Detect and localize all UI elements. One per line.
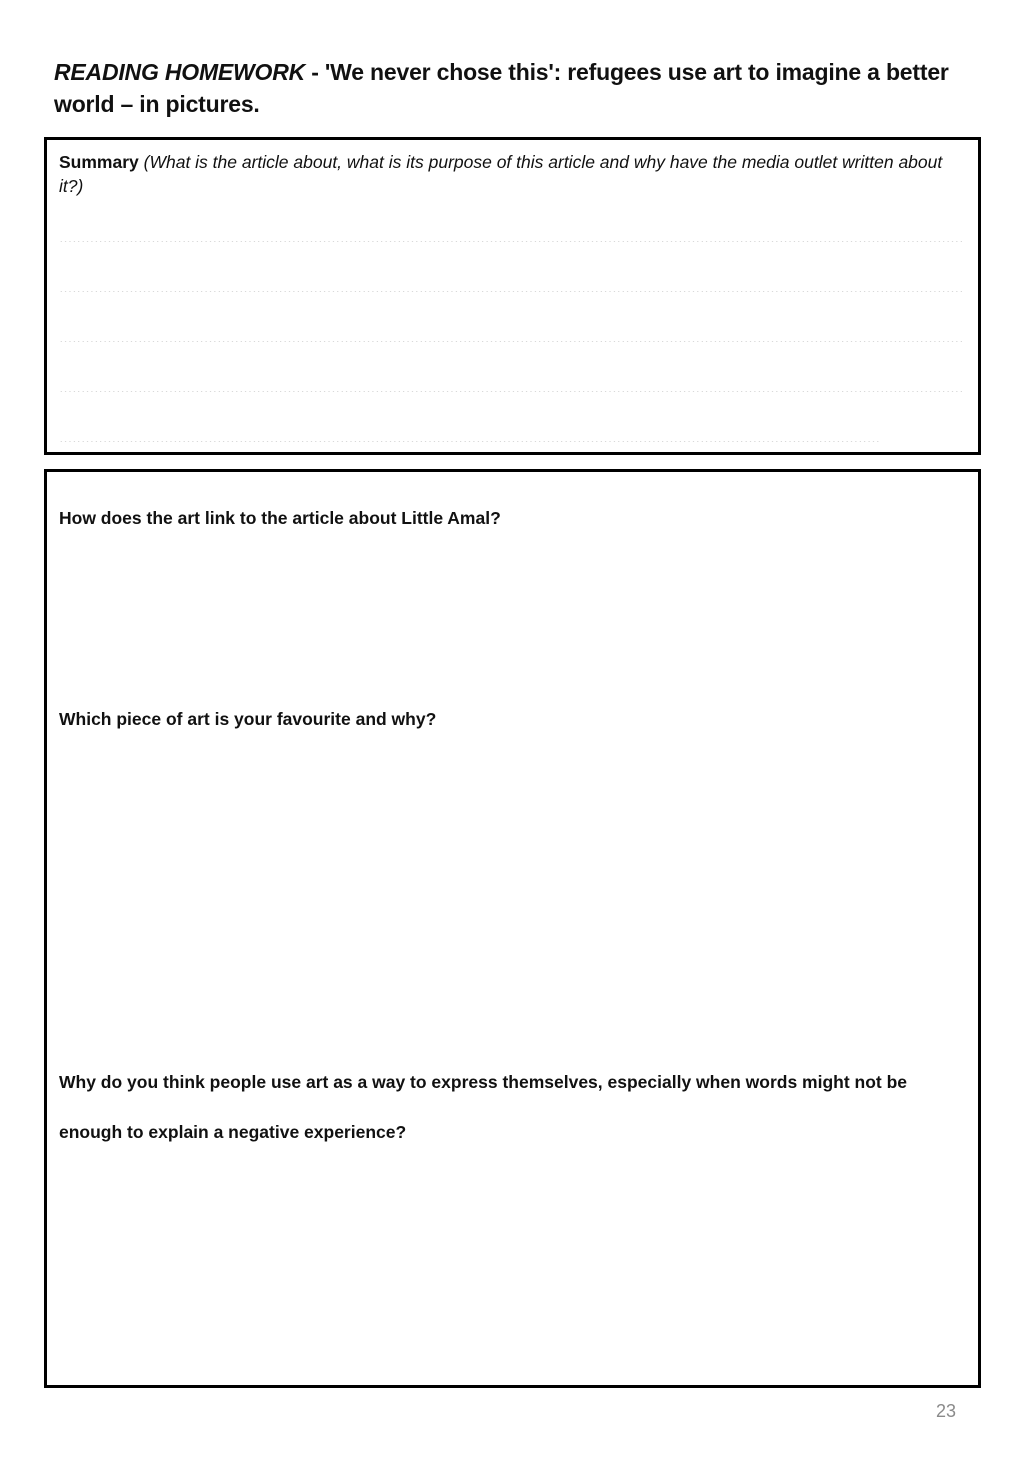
summary-answer-line-3[interactable] [59,332,963,342]
question-favourite-art: Which piece of art is your favourite and why? [59,709,437,729]
answer-line[interactable] [59,1265,955,1275]
answer-line[interactable] [59,1315,955,1325]
answer-line[interactable] [59,1365,955,1375]
answer-line[interactable] [59,666,955,676]
answer-line[interactable] [59,816,955,826]
summary-prompt: (What is the article about, what is its purpose of this article and why have the media outlet written about it?) [59,152,943,196]
answer-line[interactable] [59,1215,955,1225]
answer-line[interactable] [59,566,955,576]
summary-answer-line-2[interactable] [59,282,963,292]
answer-line[interactable] [59,616,955,626]
page-number: 23 [936,1401,957,1421]
summary-answer-line-1[interactable] [59,232,963,242]
question-little-amal: How does the art link to the article about Little Amal? [59,508,501,528]
answer-line[interactable] [59,1017,955,1027]
answer-line[interactable] [59,1164,955,1174]
title-lead: READING HOMEWORK [54,59,306,85]
summary-answer-line-5[interactable] [59,432,879,442]
summary-answer-line-4[interactable] [59,382,963,392]
summary-box [44,137,981,455]
answer-line[interactable] [59,766,955,776]
summary-label: Summary [59,152,139,172]
answer-line[interactable] [59,966,955,976]
title-rest: - 'We never chose this': refugees use art to imagine a better world – in pictures. [54,59,949,117]
page-title [54,56,984,120]
answer-line[interactable] [59,866,955,876]
questions-box [44,469,981,1388]
summary-heading [59,150,959,198]
answer-line[interactable] [59,916,955,926]
question-art-expression: Why do you think people use art as a way to express themselves, especially when words might not be enough to explain a negative experience? [59,1072,908,1142]
